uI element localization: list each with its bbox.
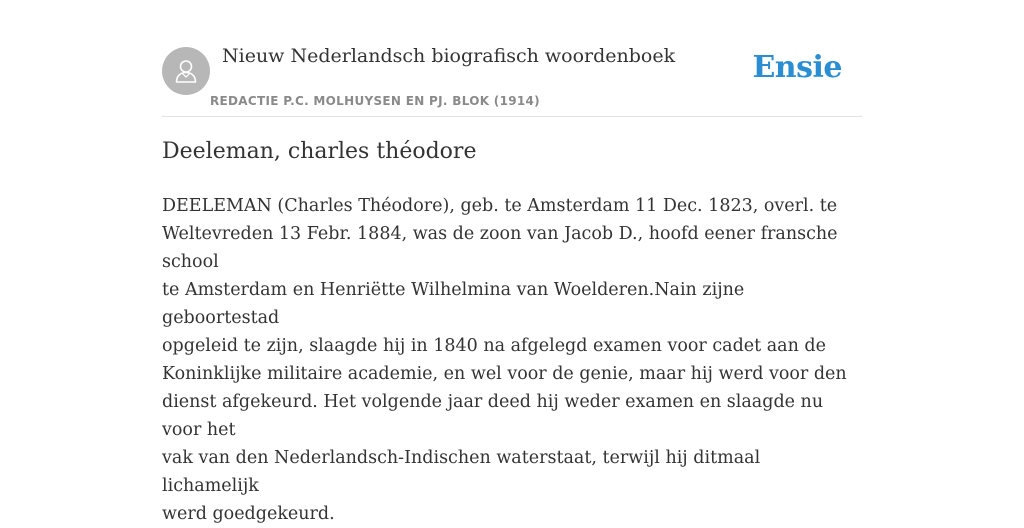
entry-line: vak van den Nederlandsch-Indischen waterstaat, terwijl hij ditmaal lichamelijk xyxy=(162,448,761,496)
book-editors: REDACTIE P.C. MOLHUYSEN EN PJ. BLOK (1914) xyxy=(210,94,540,108)
ensie-logo[interactable]: Ensie xyxy=(752,50,842,85)
entry-line: te Amsterdam en Henriëtte Wilhelmina van Woelderen.Nain zijne geboortestad xyxy=(162,280,745,328)
entry-body xyxy=(162,192,862,528)
entry-line: dienst afgekeurd. Het volgende jaar deed hij weder examen en slaagde nu voor het xyxy=(162,392,824,440)
source-header xyxy=(162,44,862,117)
entry-line: Weltevreden 13 Febr. 1884, was de zoon van Jacob D., hoofd eener fransche school xyxy=(162,224,838,272)
entry-line: Koninklijke militaire academie, en wel voor de genie, maar hij werd voor den xyxy=(162,364,847,384)
avatar[interactable] xyxy=(162,47,210,95)
entry-line: werd goedgekeurd. xyxy=(162,504,335,524)
entry-title: Deeleman, charles théodore xyxy=(162,139,477,164)
user-icon xyxy=(172,57,200,85)
entry-line: DEELEMAN (Charles Théodore), geb. te Amsterdam 11 Dec. 1823, overl. te xyxy=(162,196,838,216)
book-title[interactable]: Nieuw Nederlandsch biografisch woordenboek xyxy=(222,45,676,67)
entry-line: opgeleid te zijn, slaagde hij in 1840 na afgelegd examen voor cadet aan de xyxy=(162,336,826,356)
